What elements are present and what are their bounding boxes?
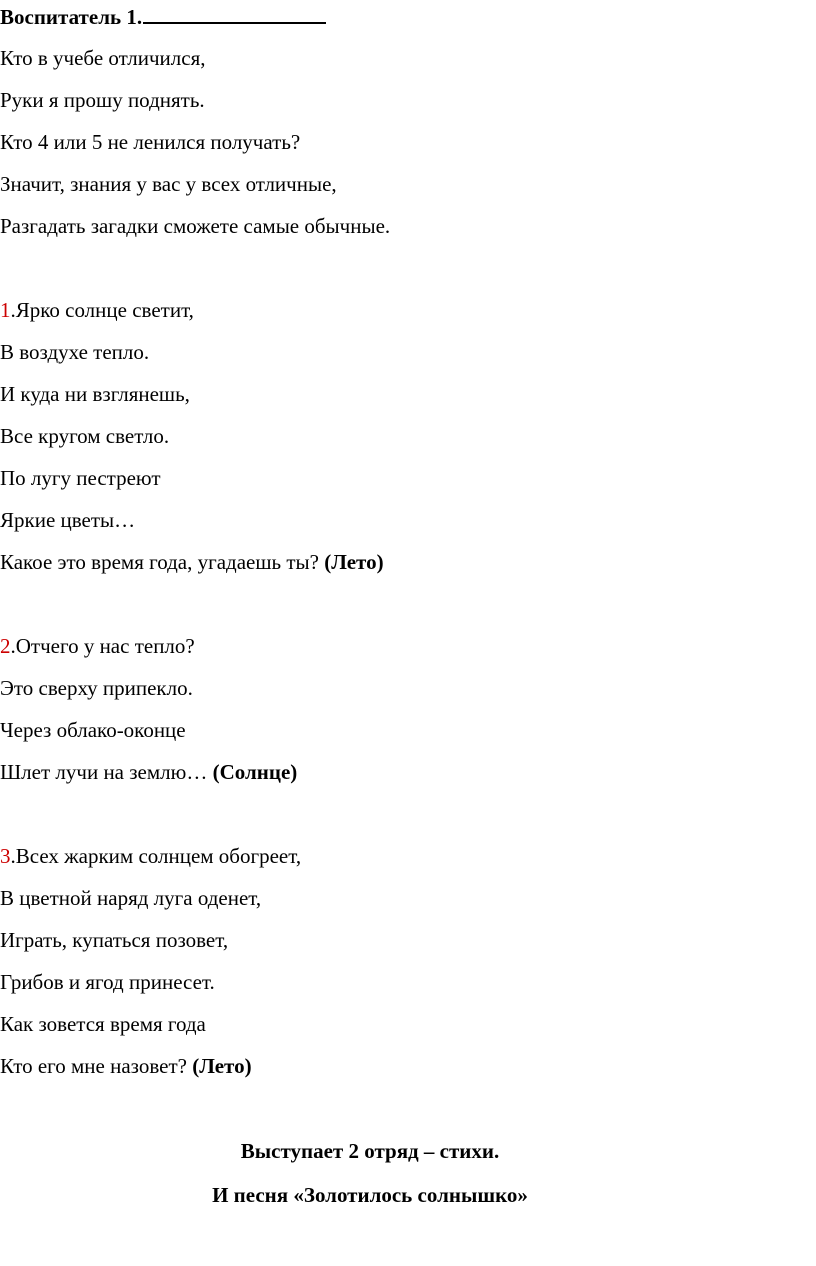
riddle-answer: (Лето) <box>192 1054 252 1078</box>
riddle-number: 1 <box>0 298 11 322</box>
riddle-2-line: Это сверху припекло. <box>0 676 193 700</box>
riddle-1-line: По лугу пестреют <box>0 466 161 490</box>
riddle-1-line: Яркие цветы… <box>0 508 136 532</box>
intro-line: Кто 4 или 5 не ленился получать? <box>0 130 301 154</box>
riddle-3-line: Грибов и ягод принесет. <box>0 970 215 994</box>
riddle-1-line: Все кругом светло. <box>0 424 170 448</box>
page-title <box>0 4 326 30</box>
riddle-2-line: 2.Отчего у нас тепло? <box>0 634 195 658</box>
riddle-answer: (Лето) <box>324 550 384 574</box>
riddle-3-line: Как зовется время года <box>0 1012 206 1036</box>
intro-line: Разгадать загадки сможете самые обычные. <box>0 214 391 238</box>
riddle-1-line: И куда ни взглянешь, <box>0 382 190 406</box>
riddle-2-line: Шлет лучи на землю… (Солнце) <box>0 760 298 784</box>
riddle-1-line: Какое это время года, угадаешь ты? (Лето) <box>0 550 384 574</box>
title-text: Воспитатель 1. <box>0 5 143 29</box>
intro-line: Значит, знания у вас у всех отличные, <box>0 172 337 196</box>
intro-line: Руки я прошу поднять. <box>0 88 205 112</box>
intro-line: Кто в учебе отличился, <box>0 46 206 70</box>
riddle-answer: (Солнце) <box>212 760 298 784</box>
footer-line-1: Выступает 2 отряд – стихи. <box>240 1139 500 1163</box>
riddle-3-line: Кто его мне назовет? (Лето) <box>0 1054 252 1078</box>
riddle-1-line: В воздухе тепло. <box>0 340 150 364</box>
riddle-2-line: Через облако-оконце <box>0 718 186 742</box>
riddle-1-line: 1.Ярко солнце светит, <box>0 298 194 322</box>
riddle-number: 3 <box>0 844 11 868</box>
riddle-3-line: 3.Всех жарким солнцем обогреет, <box>0 844 302 868</box>
riddle-3-line: В цветной наряд луга оденет, <box>0 886 262 910</box>
title-underline-blank <box>143 4 326 24</box>
riddle-3-line: Играть, купаться позовет, <box>0 928 229 952</box>
footer-line-2: И песня «Золотилось солнышко» <box>212 1183 528 1207</box>
riddle-number: 2 <box>0 634 11 658</box>
